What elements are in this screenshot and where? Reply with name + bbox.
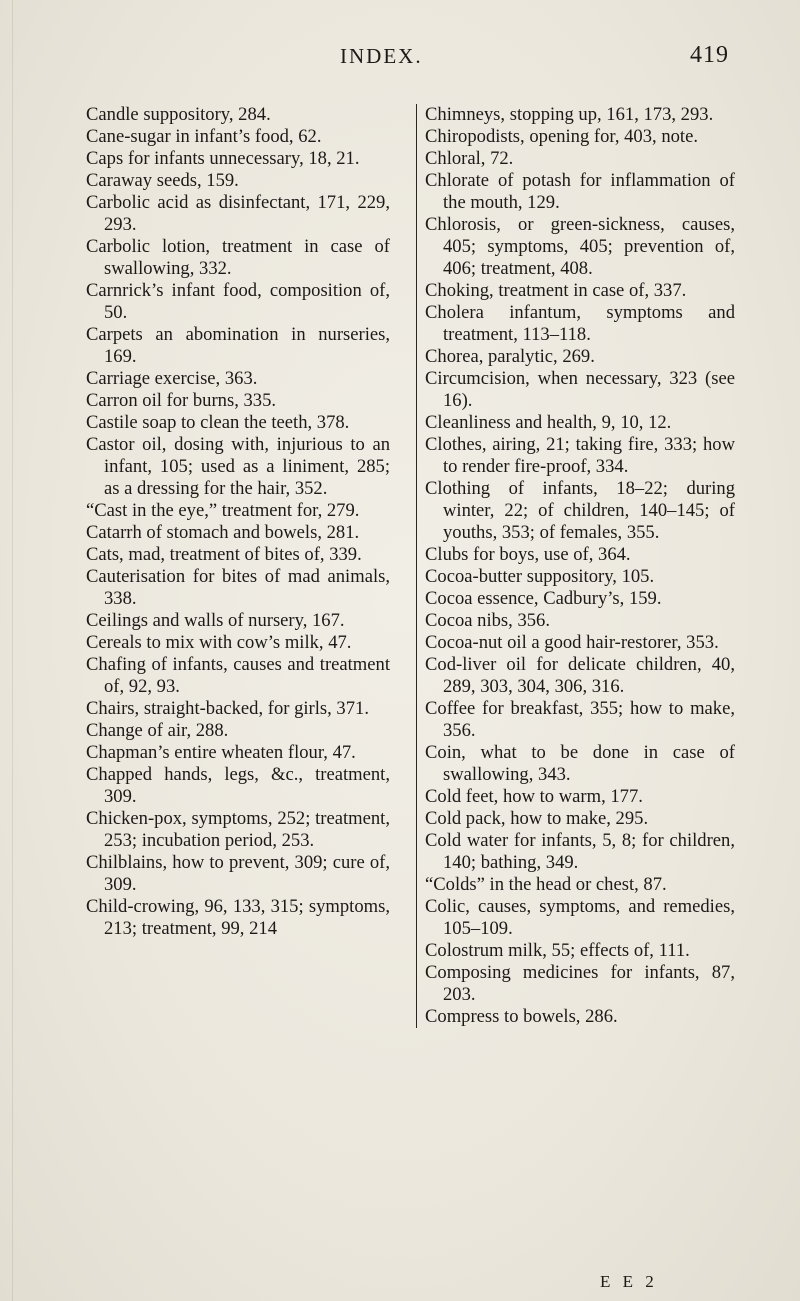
signature-mark: E E 2 <box>600 1272 658 1291</box>
index-entry: Clubs for boys, use of, 364. <box>425 544 631 565</box>
index-entry: Choking, treatment in case of, 337. <box>425 280 687 301</box>
index-entry: Colostrum milk, 55; effects of, 111. <box>425 940 690 961</box>
page-edge <box>12 0 13 1301</box>
index-entry: Chairs, straight-backed, for girls, 371. <box>86 698 369 719</box>
page-number: 419 <box>690 42 729 68</box>
index-entry: Candle suppository, 284. <box>86 104 271 125</box>
running-title: INDEX. <box>340 44 423 68</box>
index-entry: Child-crowing, 96, 133, 315; symptoms, 213; treatment, 99, 214 <box>86 896 390 939</box>
page-header <box>0 44 800 78</box>
index-entry: Cereals to mix with cow’s milk, 47. <box>86 632 352 653</box>
index-entry: Clothing of infants, 18–22; during winter, 22; of children, 140–145; of youths, 353; of females, 355. <box>425 478 735 543</box>
index-entry: Carnrick’s infant food, composition of, 50. <box>86 280 390 323</box>
index-entry: “Colds” in the head or chest, 87. <box>425 874 667 895</box>
index-entry: Cleanliness and health, 9, 10, 12. <box>425 412 672 433</box>
index-entry: Chapman’s entire wheaten flour, 47. <box>86 742 356 763</box>
index-entry: Carpets an abomination in nurseries, 169. <box>86 324 390 367</box>
index-entry: Coffee for breakfast, 355; how to make, 356. <box>425 698 735 741</box>
index-entry: Carriage exercise, 363. <box>86 368 258 389</box>
index-entry: Cold feet, how to warm, 177. <box>425 786 643 807</box>
index-entry: Cane-sugar in infant’s food, 62. <box>86 126 322 147</box>
index-entry: Chloral, 72. <box>425 148 514 169</box>
index-entry: Change of air, 288. <box>86 720 229 741</box>
index-entry: Castor oil, dosing with, injurious to an infant, 105; used as a liniment, 285; as a dressing for the hair, 352. <box>86 434 390 499</box>
left-entries <box>86 104 390 940</box>
index-entry: Castile soap to clean the teeth, 378. <box>86 412 350 433</box>
index-entry: Ceilings and walls of nursery, 167. <box>86 610 345 631</box>
index-entry: Chapped hands, legs, &c., treatment, 309. <box>86 764 390 807</box>
index-entry: Chicken-pox, symptoms, 252; treatment, 253; incubation period, 253. <box>86 808 390 851</box>
index-entry: Colic, causes, symptoms, and remedies, 105–109. <box>425 896 735 939</box>
index-entry: Compress to bowels, 286. <box>425 1006 618 1027</box>
index-entry: Chlorosis, or green-sickness, causes, 405; symptoms, 405; prevention of, 406; treatment, 408. <box>425 214 735 279</box>
index-entry: Cold pack, how to make, 295. <box>425 808 649 829</box>
right-entries <box>425 104 735 1028</box>
index-entry: Clothes, airing, 21; taking fire, 333; how to render fire-proof, 334. <box>425 434 735 477</box>
index-entry: Chafing of infants, causes and treatment of, 92, 93. <box>86 654 390 697</box>
index-entry: Chorea, paralytic, 269. <box>425 346 595 367</box>
index-entry: Carbolic lotion, treatment in case of swallowing, 332. <box>86 236 390 279</box>
index-entry: “Cast in the eye,” treatment for, 279. <box>86 500 360 521</box>
index-entry: Caps for infants unnecessary, 18, 21. <box>86 148 360 169</box>
index-column-right <box>416 104 735 1028</box>
index-entry: Cocoa-butter suppository, 105. <box>425 566 655 587</box>
index-entry: Coin, what to be done in case of swallowing, 343. <box>425 742 735 785</box>
index-entry: Cocoa nibs, 356. <box>425 610 550 631</box>
index-entry: Chimneys, stopping up, 161, 173, 293. <box>425 104 714 125</box>
index-entry: Carbolic acid as disinfectant, 171, 229, 293. <box>86 192 390 235</box>
index-entry: Cocoa-nut oil a good hair-restorer, 353. <box>425 632 719 653</box>
index-column-left <box>86 104 390 940</box>
index-entry: Chiropodists, opening for, 403, note. <box>425 126 698 147</box>
index-entry: Cod-liver oil for delicate children, 40, 289, 303, 304, 306, 316. <box>425 654 735 697</box>
index-entry: Chlorate of potash for inflammation of the mouth, 129. <box>425 170 735 213</box>
index-entry: Catarrh of stomach and bowels, 281. <box>86 522 360 543</box>
index-entry: Cauterisation for bites of mad animals, 338. <box>86 566 390 609</box>
index-entry: Carron oil for burns, 335. <box>86 390 277 411</box>
index-entry: Circumcision, when necessary, 323 (see 16). <box>425 368 735 411</box>
index-entry: Cholera infantum, symptoms and treatment, 113–118. <box>425 302 735 345</box>
index-entry: Composing medicines for infants, 87, 203. <box>425 962 735 1005</box>
index-entry: Cats, mad, treatment of bites of, 339. <box>86 544 362 565</box>
index-entry: Caraway seeds, 159. <box>86 170 239 191</box>
index-entry: Cold water for infants, 5, 8; for children, 140; bathing, 349. <box>425 830 735 873</box>
index-entry: Cocoa essence, Cadbury’s, 159. <box>425 588 662 609</box>
index-entry: Chilblains, how to prevent, 309; cure of, 309. <box>86 852 390 895</box>
